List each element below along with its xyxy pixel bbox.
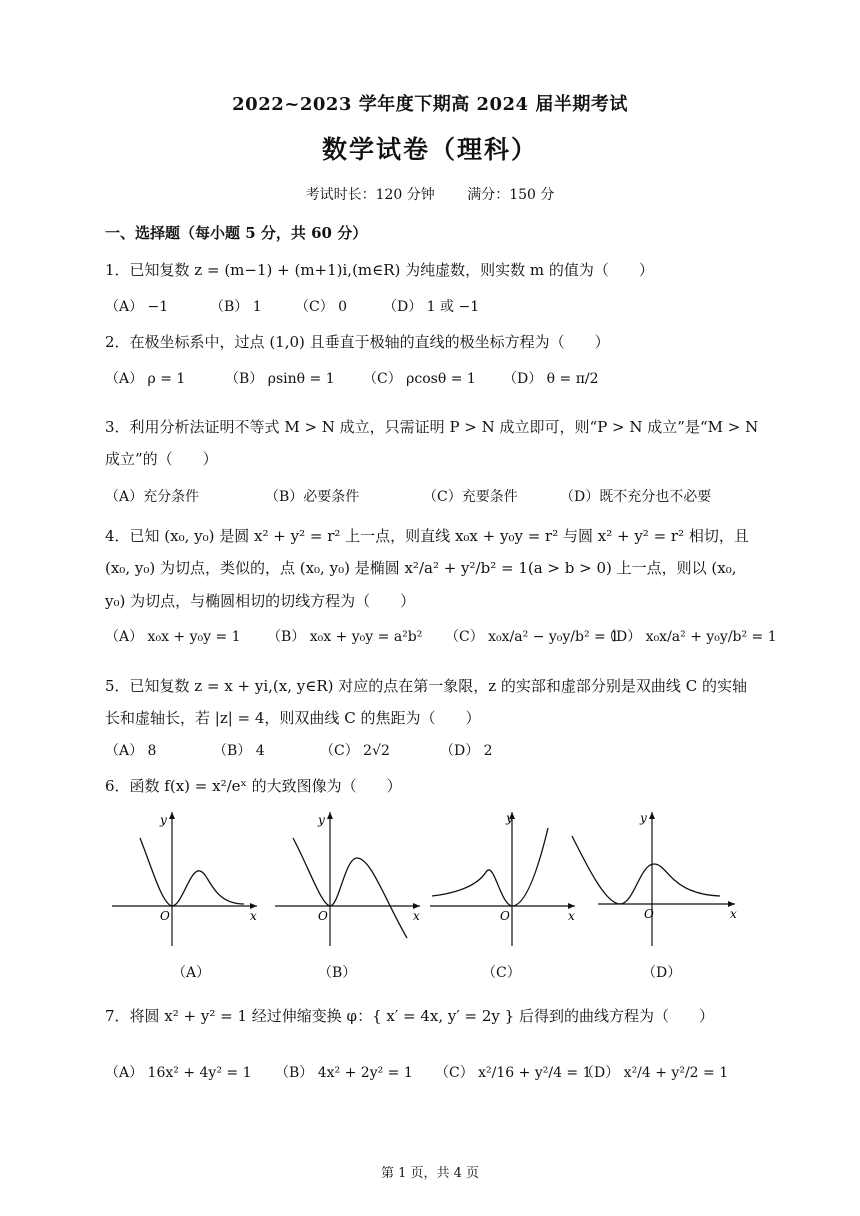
section-heading: 一、选择题（每小题 5 分，共 60 分） <box>105 224 368 242</box>
q2-option-a: （A） ρ = 1 <box>105 371 186 387</box>
exam-header-title: 2022~2023 学年度下期高 2024 届半期考试 <box>232 94 628 115</box>
exam-time: 考试时长：120 分钟 <box>305 187 435 203</box>
graph-b-y-label: y <box>318 813 325 827</box>
graph-a-label: （A） <box>172 965 211 981</box>
q4-option-c: （C） x₀x/a² − y₀y/b² = 1 <box>445 629 620 645</box>
graph-d-label: （D） <box>642 965 682 981</box>
graph-c-label: （C） <box>482 965 521 981</box>
q3-option-c: （C）充要条件 <box>423 489 518 505</box>
q4-option-b: （B） x₀x + y₀y = a²b² <box>267 629 423 645</box>
exam-score: 满分：150 分 <box>467 187 555 203</box>
graph-d <box>570 808 740 948</box>
q4-option-d: （D） x₀x/a² + y₀y/b² = 1 <box>602 629 777 645</box>
graph-b-label: （B） <box>318 965 357 981</box>
graph-b-origin: O <box>318 909 328 923</box>
q2-option-c: （C） ρcosθ = 1 <box>363 371 476 387</box>
question-1: 1．已知复数 z = (m−1) + (m+1)i,(m∈R) 为纯虚数，则实数 m 的值为（ ） <box>105 261 654 279</box>
graph-c-y-label: y <box>506 811 513 825</box>
question-3: 3．利用分析法证明不等式 M > N 成立，只需证明 P > N 成立即可，则“P > N 成立”是“M > N 成立”的（ ） <box>105 418 759 468</box>
graph-b-x-label: x <box>413 909 420 923</box>
q5-option-d: （D） 2 <box>440 743 493 759</box>
question-4: 4．已知 (x₀, y₀) 是圆 x² + y² = r² 上一点，则直线 x₀x + y₀y = r² 与圆 x² + y² = r² 相切，且 (x₀, y₀) 为切点，类似的，点 (x₀, y₀) 是椭圆 x²/a² + y²/b² = 1(a > b > 0) 上一点，则以 (x₀, y₀) 为切点，与椭圆相切的切线方程为（ ） <box>105 527 749 610</box>
graph-a-origin: O <box>160 909 170 923</box>
q4-option-a: （A） x₀x + y₀y = 1 <box>105 629 241 645</box>
question-7: 7．将圆 x² + y² = 1 经过伸缩变换 φ：{ x′ = 4x, y′ = 2y } 后得到的曲线方程为（ ） <box>105 1007 714 1025</box>
graph-d-x-label: x <box>730 907 737 921</box>
q2-option-d: （D） θ = π/2 <box>503 371 599 387</box>
q7-option-d: （D） x²/4 + y²/2 = 1 <box>580 1065 729 1081</box>
graph-c <box>430 808 580 948</box>
graph-d-y-label: y <box>640 811 647 825</box>
graph-d-origin: O <box>644 907 654 921</box>
q3-option-a: （A）充分条件 <box>105 489 200 505</box>
q1-option-c: （C） 0 <box>295 299 348 315</box>
q7-option-c: （C） x²/16 + y²/4 = 1 <box>435 1065 592 1081</box>
graph-c-x-label: x <box>568 909 575 923</box>
q1-option-d: （D） 1 或 −1 <box>383 299 480 315</box>
question-6: 6．函数 f(x) = x²/eˣ 的大致图像为（ ） <box>105 777 402 795</box>
exam-meta <box>0 184 860 204</box>
question-2: 2．在极坐标系中，过点 (1,0) 且垂直于极轴的直线的极坐标方程为（ ） <box>105 333 610 351</box>
q5-option-a: （A） 8 <box>105 743 157 759</box>
q7-option-a: （A） 16x² + 4y² = 1 <box>105 1065 252 1081</box>
q7-option-b: （B） 4x² + 2y² = 1 <box>275 1065 413 1081</box>
exam-subject-title: 数学试卷（理科） <box>321 135 538 164</box>
page-footer: 第 1 页，共 4 页 <box>380 1166 480 1181</box>
graph-a <box>112 808 262 948</box>
question-5: 5．已知复数 z = x + yi,(x, y∈R) 对应的点在第一象限，z 的实部和虚部分别是双曲线 C 的实轴长和虚轴长，若 |z| = 4，则双曲线 C 的焦距为（ ） <box>105 677 747 728</box>
graph-b <box>275 808 425 948</box>
graph-a-x-label: x <box>250 909 257 923</box>
q3-option-d: （D）既不充分也不必要 <box>560 489 712 505</box>
q1-option-b: （B） 1 <box>210 299 262 315</box>
graph-a-y-label: y <box>160 813 167 827</box>
q2-option-b: （B） ρsinθ = 1 <box>225 371 335 387</box>
q1-option-a: （A） −1 <box>105 299 169 315</box>
q5-option-c: （C） 2√2 <box>320 743 390 759</box>
q3-option-b: （B）必要条件 <box>265 489 360 505</box>
graph-c-origin: O <box>500 909 510 923</box>
q5-option-b: （B） 4 <box>213 743 265 759</box>
